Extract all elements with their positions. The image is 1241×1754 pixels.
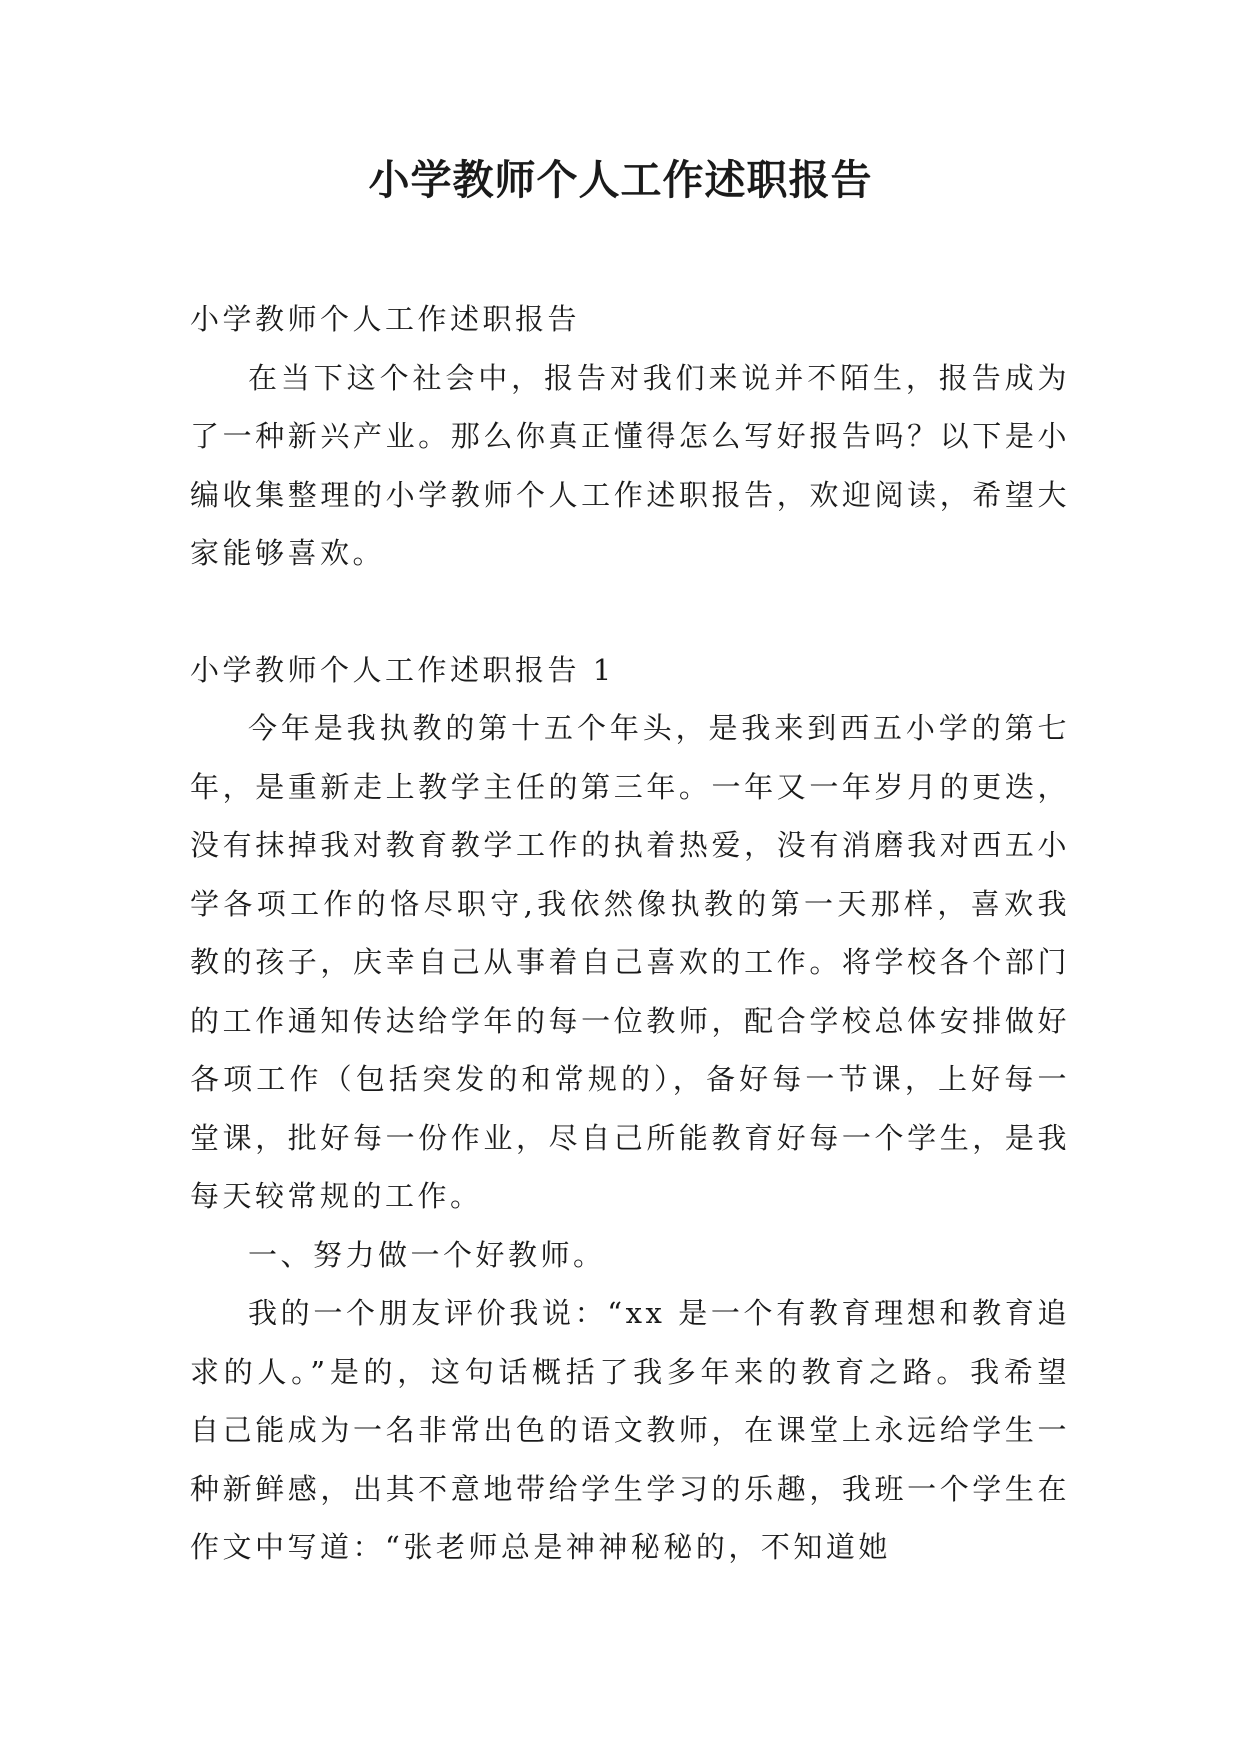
body-paragraph: 今年是我执教的第十五个年头，是我来到西五小学的第七年，是重新走上教学主任的第三年。一年又一年岁月的更迭，没有抹掉我对教育教学工作的执着热爱，没有消磨我对西五小学各项工作的恪尽职守,我依然像执教的第一天那样，喜欢我教的孩子，庆幸自己从事着自己喜欢的工作。将学校各个部门的工作通知传达给学年的每一位教师，配合学校总体安排做好各项工作（包括突发的和常规的），备好每一节课，上好每一堂课，批好每一份作业，尽自己所能教育好每一个学生，是我每天较常规的工作。	[190, 711, 1070, 1213]
intro-paragraph: 在当下这个社会中，报告对我们来说并不陌生，报告成为了一种新兴产业。那么你真正懂得怎么写好报告吗？以下是小编收集整理的小学教师个人工作述职报告，欢迎阅读，希望大家能够喜欢。	[190, 360, 1070, 570]
document-body	[190, 290, 1070, 1577]
body-paragraph: 我的一个朋友评价我说：“xx 是一个有教育理想和教育追求的人。”是的，这句话概括了我多年来的教育之路。我希望自己能成为一名非常出色的语文教师，在课堂上永远给学生一种新鲜感，出其不意地带给学生学习的乐趣，我班一个学生在作文中写道：“张老师总是神神秘秘的，不知道她	[190, 1296, 1070, 1564]
section-spacer	[190, 583, 1070, 641]
document-title: 小学教师个人工作述职报告	[368, 156, 873, 204]
document-subtitle: 小学教师个人工作述职报告	[190, 302, 581, 336]
section-heading: 小学教师个人工作述职报告 1	[190, 652, 615, 687]
numbered-heading: 一、努力做一个好教师。	[248, 1237, 606, 1272]
